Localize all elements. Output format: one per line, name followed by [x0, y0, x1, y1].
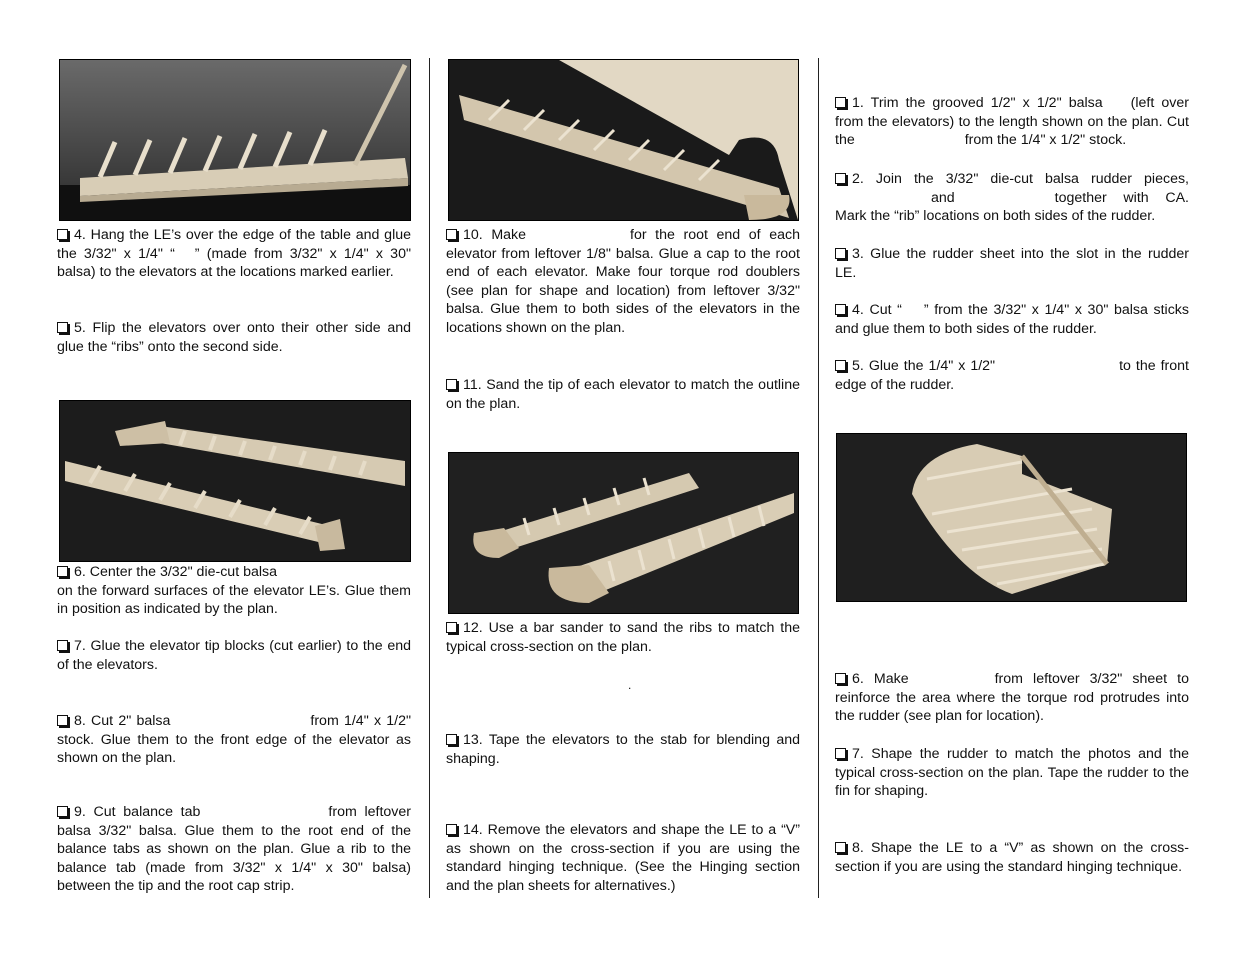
- checkbox-icon[interactable]: [446, 229, 457, 240]
- stray-dot: .: [628, 678, 632, 692]
- checkbox-icon[interactable]: [57, 715, 68, 726]
- step-5-flip-elevators: 5. Flip the elevators over onto their other side and glue the “ribs” onto the second side.: [57, 320, 411, 355]
- step-1-trim-balsa: 1. Trim the grooved 1/2" x 1/2" balsa (left over from the elevators) to the length shown on the plan. Cut the from the 1/4" x 1/2" stock.: [835, 95, 1189, 149]
- photo-rudder-ribs: [836, 433, 1187, 602]
- step-6-make-doubler: 6. Make from leftover 3/32" sheet to reinforce the area where the torque rod protrudes into the rudder (see plan for location).: [835, 671, 1190, 725]
- step-4-cut-ribs: 4. Cut “ ” from the 3/32" x 1/4" x 30" balsa sticks and glue them to both sides of the rudder.: [835, 302, 1189, 337]
- photo-ribs-on-elevator-le: [59, 59, 411, 221]
- step-13-tape-elevators: 13. Tape the elevators to the stab for blending and shaping.: [446, 732, 800, 767]
- photo-elevator-and-stab: [448, 59, 799, 221]
- column-divider-right: [818, 58, 819, 898]
- checkbox-icon[interactable]: [57, 322, 68, 333]
- step-11-sand-tip: 11. Sand the tip of each elevator to match the outline on the plan.: [446, 377, 800, 412]
- checkbox-icon[interactable]: [835, 304, 846, 315]
- step-8-cut-balsa: 8. Cut 2" balsa from 1/4" x 1/2" stock. Glue them to the front edge of the elevator as shown on the plan.: [57, 713, 411, 767]
- step-2-join-rudder: 2. Join the 3/32" die-cut balsa rudder pieces,and together with CA. Mark the “rib” locations on both sides of the rudder.: [835, 171, 1189, 225]
- step-7-shape-rudder: 7. Shape the rudder to match the photos and the typical cross-section on the plan. Tape the rudder to the fin for shaping.: [835, 746, 1189, 800]
- photo-two-elevators-ribs: [59, 400, 411, 562]
- checkbox-icon[interactable]: [57, 566, 68, 577]
- checkbox-icon[interactable]: [446, 824, 457, 835]
- step-9-balance-tab: 9. Cut balance tab from leftover balsa 3/32" balsa. Glue them to the root end of the balance tabs as shown on the plan. Glue a rib to the balance tab (made from 3/32" x 1/4" x 30" balsa) between the tip and the root cap strip.: [57, 804, 411, 895]
- checkbox-icon[interactable]: [446, 379, 457, 390]
- step-12-bar-sander: 12. Use a bar sander to sand the ribs to match the typical cross-section on the plan.: [446, 620, 800, 655]
- step-8-shape-le-v: 8. Shape the LE to a “V” as shown on the cross-section if you are using the standard hinging technique.: [835, 840, 1189, 875]
- checkbox-icon[interactable]: [835, 673, 846, 684]
- checkbox-icon[interactable]: [57, 229, 68, 240]
- step-10-make-caps: 10. Make for the root end of each elevator from leftover 1/8" balsa. Glue a cap to the root end of each elevator. Make four torque rod doublers (see plan for shape and location) from leftover 3/32" balsa. Glue them to both sides of the elevators in the locations shown on the plan.: [446, 227, 800, 336]
- checkbox-icon[interactable]: [446, 734, 457, 745]
- checkbox-icon[interactable]: [835, 748, 846, 759]
- checkbox-icon[interactable]: [835, 248, 846, 259]
- checkbox-icon[interactable]: [835, 842, 846, 853]
- checkbox-icon[interactable]: [57, 640, 68, 651]
- column-divider-left: [429, 58, 430, 898]
- checkbox-icon[interactable]: [835, 173, 846, 184]
- checkbox-icon[interactable]: [835, 97, 846, 108]
- photo-two-elevators-sanded: [448, 452, 799, 614]
- step-4-hang-le: 4. Hang the LE’s over the edge of the table and glue the 3/32" x 1/4" “ ” (made from 3/32" x 1/4" x 30" balsa) to the elevators at the locations marked earlier.: [57, 227, 411, 281]
- checkbox-icon[interactable]: [446, 622, 457, 633]
- step-6-center-die-cut: 6. Center the 3/32" die-cut balsa on the forward surfaces of the elevator LE’s. Glue them in position as indicated by the plan.: [57, 564, 411, 618]
- step-5-glue-le: 5. Glue the 1/4" x 1/2" to the front edge of the rudder.: [835, 358, 1189, 393]
- step-3-glue-rudder-sheet: 3. Glue the rudder sheet into the slot in the rudder LE.: [835, 246, 1189, 281]
- step-14-shape-le: 14. Remove the elevators and shape the LE to a “V” as shown on the cross-section if you are using the standard hinging technique. (See the Hinging section and the plan sheets for alternatives.): [446, 822, 800, 894]
- step-7-tip-blocks: 7. Glue the elevator tip blocks (cut earlier) to the end of the elevators.: [57, 638, 411, 673]
- checkbox-icon[interactable]: [835, 360, 846, 371]
- checkbox-icon[interactable]: [57, 806, 68, 817]
